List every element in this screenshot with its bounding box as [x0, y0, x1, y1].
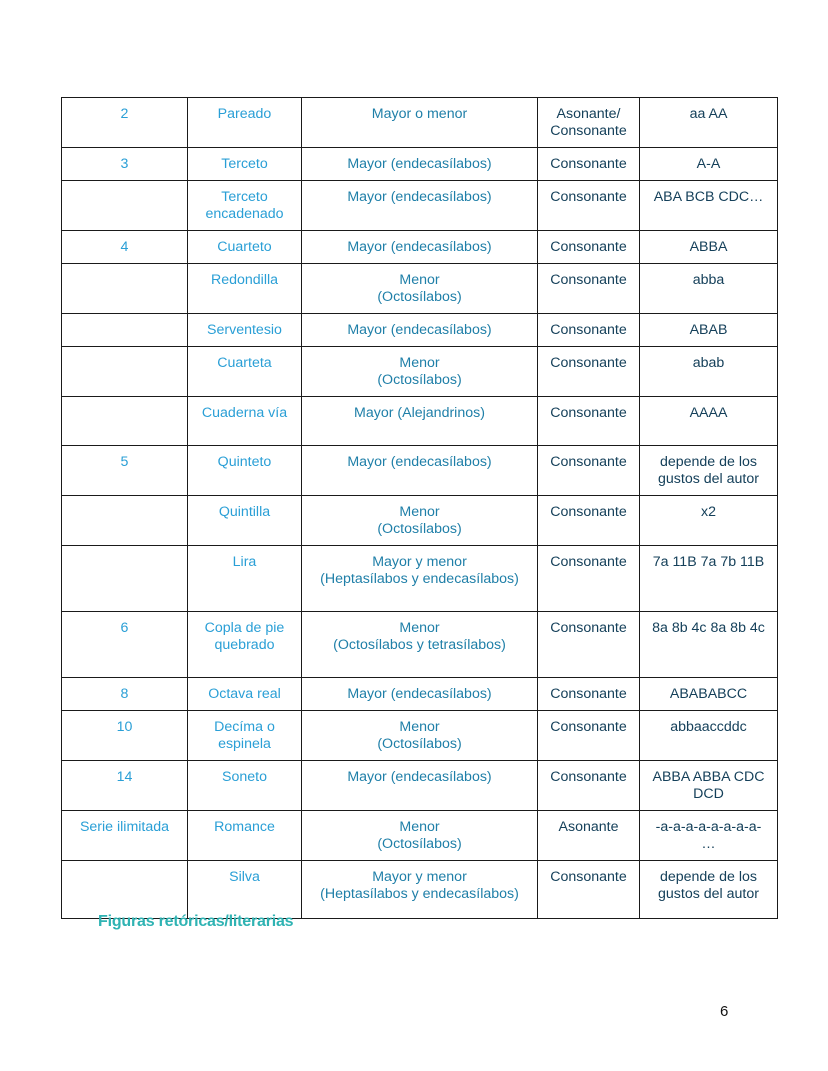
cell-scheme: 8a 8b 4c 8a 8b 4c — [640, 612, 778, 678]
table-row — [62, 347, 778, 397]
cell-meter: Mayor (endecasílabos) — [302, 761, 538, 811]
table-row — [62, 811, 778, 861]
cell-rhyme: Consonante — [538, 231, 640, 264]
cell-scheme: aa AA — [640, 98, 778, 148]
cell-stanza-name: Cuarteta — [188, 347, 302, 397]
page-number: 6 — [720, 1003, 729, 1020]
cell-scheme: ABA BCB CDC… — [640, 181, 778, 231]
cell-rhyme: Consonante — [538, 264, 640, 314]
cell-meter: Menor (Octosílabos) — [302, 496, 538, 546]
table-row — [62, 397, 778, 446]
cell-scheme: AAAA — [640, 397, 778, 446]
cell-syllable-count: Serie ilimitada — [62, 811, 188, 861]
cell-stanza-name: Octava real — [188, 678, 302, 711]
table-row — [62, 181, 778, 231]
cell-stanza-name: Pareado — [188, 98, 302, 148]
table-row — [62, 231, 778, 264]
cell-scheme: depende de los gustos del autor — [640, 446, 778, 496]
cell-stanza-name: Soneto — [188, 761, 302, 811]
cell-scheme: ABAB — [640, 314, 778, 347]
cell-meter: Mayor o menor — [302, 98, 538, 148]
cell-stanza-name: Lira — [188, 546, 302, 612]
cell-meter: Mayor y menor (Heptasílabos y endecasílabos) — [302, 546, 538, 612]
cell-syllable-count: 8 — [62, 678, 188, 711]
cell-meter: Menor (Octosílabos) — [302, 264, 538, 314]
cell-syllable-count: 2 — [62, 98, 188, 148]
cell-meter: Mayor (endecasílabos) — [302, 314, 538, 347]
table-row — [62, 678, 778, 711]
table-row — [62, 98, 778, 148]
cell-syllable-count — [62, 314, 188, 347]
cell-syllable-count — [62, 181, 188, 231]
cell-syllable-count: 6 — [62, 612, 188, 678]
cell-stanza-name: Terceto encadenado — [188, 181, 302, 231]
cell-rhyme: Consonante — [538, 711, 640, 761]
cell-meter: Menor (Octosílabos) — [302, 811, 538, 861]
cell-syllable-count — [62, 546, 188, 612]
cell-rhyme: Consonante — [538, 181, 640, 231]
table-row — [62, 148, 778, 181]
cell-syllable-count — [62, 347, 188, 397]
table-row — [62, 314, 778, 347]
cell-meter: Mayor (endecasílabos) — [302, 181, 538, 231]
cell-rhyme: Consonante — [538, 148, 640, 181]
cell-rhyme: Asonante — [538, 811, 640, 861]
cell-stanza-name: Cuaderna vía — [188, 397, 302, 446]
table-row — [62, 861, 778, 919]
cell-syllable-count: 5 — [62, 446, 188, 496]
cell-syllable-count: 10 — [62, 711, 188, 761]
table-row — [62, 546, 778, 612]
table-row — [62, 446, 778, 496]
cell-stanza-name: Quinteto — [188, 446, 302, 496]
cell-rhyme: Consonante — [538, 446, 640, 496]
cell-meter: Menor (Octosílabos) — [302, 711, 538, 761]
cell-stanza-name: Copla de pie quebrado — [188, 612, 302, 678]
cell-meter: Menor (Octosílabos y tetrasílabos) — [302, 612, 538, 678]
cell-scheme: abab — [640, 347, 778, 397]
cell-stanza-name: Romance — [188, 811, 302, 861]
section-heading: Figuras retóricas/literarias — [98, 913, 294, 930]
cell-rhyme: Consonante — [538, 678, 640, 711]
cell-stanza-name: Cuarteto — [188, 231, 302, 264]
cell-meter: Mayor y menor (Heptasílabos y endecasílabos) — [302, 861, 538, 919]
cell-scheme: ABBA ABBA CDC DCD — [640, 761, 778, 811]
cell-meter: Menor (Octosílabos) — [302, 347, 538, 397]
cell-syllable-count — [62, 264, 188, 314]
cell-rhyme: Consonante — [538, 496, 640, 546]
table-body — [62, 98, 778, 919]
cell-scheme: x2 — [640, 496, 778, 546]
cell-scheme: depende de los gustos del autor — [640, 861, 778, 919]
cell-rhyme: Consonante — [538, 314, 640, 347]
cell-rhyme: Consonante — [538, 397, 640, 446]
cell-rhyme: Consonante — [538, 347, 640, 397]
table-row — [62, 761, 778, 811]
cell-syllable-count: 14 — [62, 761, 188, 811]
cell-meter: Mayor (Alejandrinos) — [302, 397, 538, 446]
cell-stanza-name: Redondilla — [188, 264, 302, 314]
table-row — [62, 496, 778, 546]
cell-stanza-name: Terceto — [188, 148, 302, 181]
table-row — [62, 264, 778, 314]
cell-rhyme: Consonante — [538, 546, 640, 612]
cell-syllable-count: 4 — [62, 231, 188, 264]
cell-meter: Mayor (endecasílabos) — [302, 148, 538, 181]
cell-stanza-name: Silva — [188, 861, 302, 919]
cell-syllable-count — [62, 496, 188, 546]
cell-syllable-count — [62, 861, 188, 919]
cell-scheme: A-A — [640, 148, 778, 181]
stanza-types-table — [61, 97, 778, 919]
table-row — [62, 612, 778, 678]
cell-scheme: 7a 11B 7a 7b 11B — [640, 546, 778, 612]
cell-scheme: -a-a-a-a-a-a-a-a- … — [640, 811, 778, 861]
cell-scheme: ABBA — [640, 231, 778, 264]
cell-rhyme: Asonante/ Consonante — [538, 98, 640, 148]
cell-rhyme: Consonante — [538, 861, 640, 919]
cell-meter: Mayor (endecasílabos) — [302, 678, 538, 711]
cell-rhyme: Consonante — [538, 612, 640, 678]
cell-rhyme: Consonante — [538, 761, 640, 811]
cell-scheme: ABABABCC — [640, 678, 778, 711]
cell-scheme: abba — [640, 264, 778, 314]
cell-stanza-name: Quintilla — [188, 496, 302, 546]
cell-meter: Mayor (endecasílabos) — [302, 446, 538, 496]
cell-syllable-count — [62, 397, 188, 446]
table-row — [62, 711, 778, 761]
cell-meter: Mayor (endecasílabos) — [302, 231, 538, 264]
cell-syllable-count: 3 — [62, 148, 188, 181]
cell-stanza-name: Decíma o espinela — [188, 711, 302, 761]
cell-scheme: abbaaccddc — [640, 711, 778, 761]
cell-stanza-name: Serventesio — [188, 314, 302, 347]
